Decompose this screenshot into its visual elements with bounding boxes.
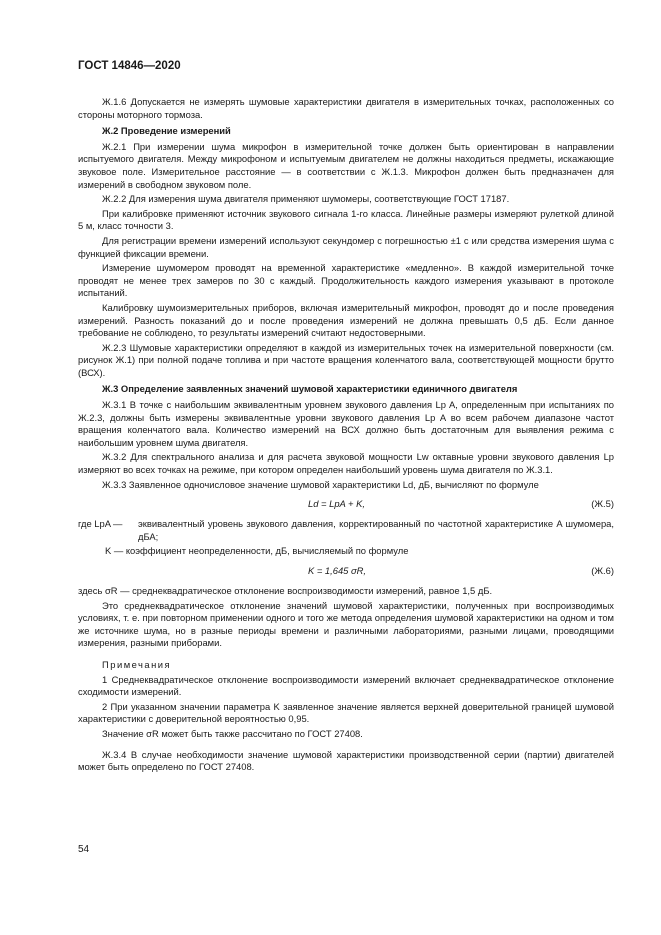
- note-2: 2 При указанном значении параметра K заявленное значение является верхней доверительной границей шумовой характеристики с доверительной вероятностью 0,95.: [78, 700, 614, 725]
- paragraph-calibration-check: Калибровку шумоизмерительных приборов, включая измерительный микрофон, проводят до и после проведения измерений. Разность показаний до и после проведения измерений не должна превышать 0,5 дБ. Если данное требование не соблюдено, то результаты измерений считают недостоверными.: [78, 301, 614, 339]
- formula-number: (Ж.6): [591, 565, 614, 576]
- paragraph-zh-1-6: Ж.1.6 Допускается не измерять шумовые характеристики двигателя в измерительных точках, расположенных со стороны моторного тормоза.: [78, 96, 614, 120]
- paragraph-calibration: При калибровке применяют источник звукового сигнала 1-го класса. Линейные размеры измеряют рулеткой длиной 5 м, класс точности 3.: [78, 207, 614, 232]
- definition-text: эквивалентный уровень звукового давления, корректированный по частотной характеристике A шумомера, дБА;: [138, 518, 614, 542]
- paragraph-zh-2-1: Ж.2.1 При измерении шума микрофон в измерительной точке должен быть ориентирован в направлении испытуемого двигателя. Между микрофоном и испытуемым двигателем не должны находиться предметы, искажающие звуковое поле. Измерительное расстояние — в соответствии с Ж.1.3. Микрофон должен быть предназначен для измерений в свободном звуковом поле.: [78, 140, 614, 190]
- paragraph-measurement-mode: Измерение шумомером проводят на временной характеристике «медленно». В каждой измерительной точке проводят не менее трех замеров по 30 с каждый. Продолжительность каждого измерения указывают в протоколе испытаний.: [78, 262, 614, 299]
- formula-zh-6: [78, 565, 614, 579]
- formula-number: (Ж.5): [591, 498, 614, 510]
- definition-lpa: [78, 518, 614, 543]
- page-number: 54: [78, 844, 90, 855]
- paragraph-zh-3-3: Ж.3.3 Заявленное одночисловое значение шумовой характеристики Ld, дБ, вычисляют по формуле: [102, 478, 539, 490]
- note-3: Значение σR может быть также рассчитано по ГОСТ 27408.: [102, 727, 363, 739]
- definition-k: K — коэффициент неопределенности, дБ, вычисляемый по формуле: [105, 545, 409, 557]
- definition-term: где LpA —: [78, 518, 123, 530]
- paragraph-reproducibility: Это среднеквадратическое отклонение значений шумовой характеристики, полученных при воспроизводимых условиях, т. е. при повторном применении одного и того же метода определения шумовой характеристики на одном и том же источнике шума, но в разные периоды времени и различными лабораториями, разными лицами, проводящими измерения, разными приборами.: [78, 599, 614, 649]
- section-heading-zh-2: Ж.2 Проведение измерений: [102, 125, 231, 137]
- document-body: [78, 96, 614, 776]
- paragraph-sigma-r: здесь σR — среднеквадратическое отклонение воспроизводимости измерений, равное 1,5 дБ.: [78, 585, 493, 596]
- section-heading-zh-3: Ж.3 Определение заявленных значений шумовой характеристики единичного двигателя: [102, 383, 518, 395]
- paragraph-zh-3-1: Ж.3.1 В точке с наибольшим эквивалентным уровнем звукового давления Lp A, определенным при испытаниях по Ж.2.3, должны быть измерены эквивалентные уровни звукового давления Lp A во всем рабочем диапазоне частот вращения коленчатого вала. Количество измерений на ВСХ должно быть достаточным для выявления режима с наибольшим уровнем шума двигателя.: [78, 399, 614, 448]
- document-header: ГОСТ 14846—2020: [78, 60, 181, 72]
- paragraph-zh-2-2: Ж.2.2 Для измерения шума двигателя применяют шумомеры, соответствующие ГОСТ 17187.: [102, 193, 510, 205]
- paragraph-zh-3-4: Ж.3.4 В случае необходимости значение шумовой характеристики производственной серии (партии) двигателей может быть определено по ГОСТ 27408.: [78, 748, 614, 773]
- paragraph-zh-2-3: Ж.2.3 Шумовые характеристики определяют в каждой из измерительных точек на измерительной поверхности (см. рисунок Ж.1) при полной подаче топлива и при частоте вращения коленчатого вала, соответствующей мощности брутто (ВСХ).: [78, 341, 614, 378]
- paragraph-zh-3-2: Ж.3.2 Для спектрального анализа и для расчета звуковой мощности Lw октавные уровни звукового давления Lp измеряют во всех точках на режиме, при котором определен наибольший уровень шума двигателя по Ж.3.1.: [78, 451, 614, 476]
- paragraph-time-registration: Для регистрации времени измерений используют секундомер с погрешностью ±1 с или средства измерения шума с функцией фиксации времени.: [78, 234, 614, 259]
- note-1: 1 Среднеквадратическое отклонение воспроизводимости измерений включает среднеквадратическое отклонение сходимости измерений.: [78, 673, 614, 698]
- formula-zh-5: [78, 498, 614, 512]
- formula-expression: Ld = LpA + K,: [308, 498, 365, 510]
- formula-expression: K = 1,645 σR,: [308, 565, 367, 576]
- notes-title: Примечания: [102, 658, 172, 670]
